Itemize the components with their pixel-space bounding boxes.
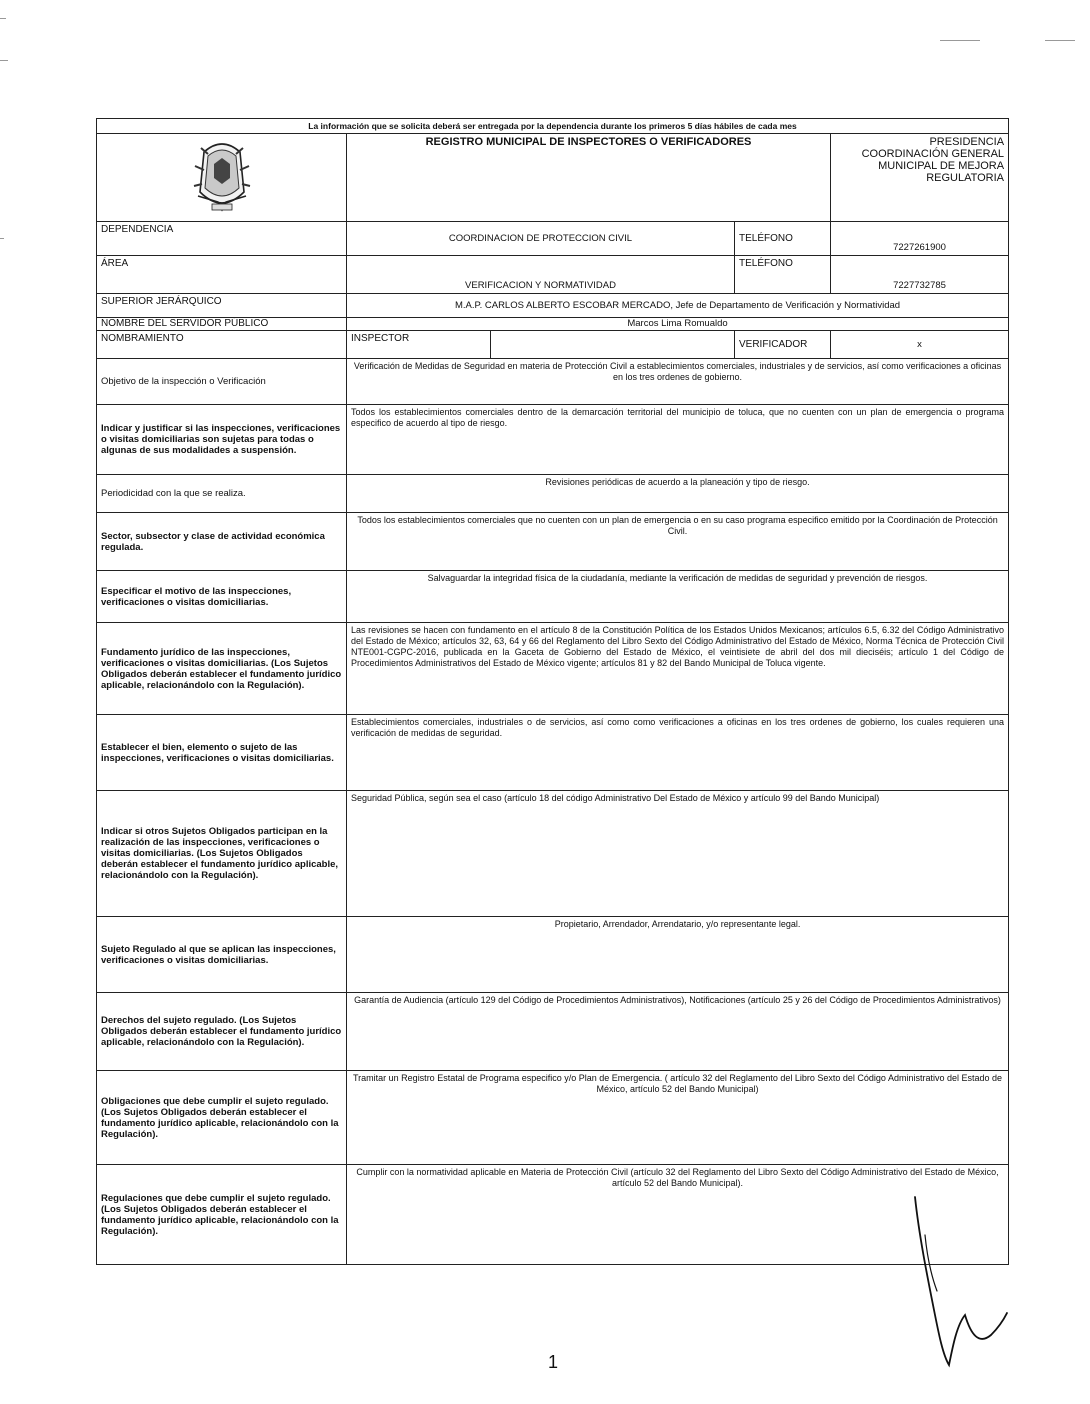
detail-label: Fundamento jurídico de las inspecciones, verificaciones o visitas domiciliarias. (Los Sujetos Obligados deberán establecer el fundamento jurídico aplicable, relacionándolo con la Regulación). <box>97 623 347 715</box>
telefono-label-2: TELÉFONO <box>735 256 831 294</box>
dependencia-row <box>97 222 1009 256</box>
inspector-value <box>491 331 735 359</box>
header-row <box>97 134 1009 222</box>
detail-label: Sujeto Regulado al que se aplican las inspecciones, verificaciones o visitas domiciliarias. <box>97 917 347 993</box>
nombramiento-label: NOMBRAMIENTO <box>97 331 347 359</box>
detail-row <box>97 571 1009 623</box>
scan-mark <box>0 60 8 61</box>
detail-label: Regulaciones que debe cumplir el sujeto regulado. (Los Sujetos Obligados deberán establecer el fundamento jurídico aplicable, relacionándolo con la Regulación). <box>97 1165 347 1265</box>
detail-label: Obligaciones que debe cumplir el sujeto regulado. (Los Sujetos Obligados deberán establecer el fundamento jurídico aplicable, relacionándolo con la Regulación). <box>97 1071 347 1165</box>
detail-row <box>97 715 1009 791</box>
dependencia-label: DEPENDENCIA <box>97 222 347 256</box>
logo-cell <box>97 134 347 222</box>
detail-value: Cumplir con la normatividad aplicable en Materia de Protección Civil (artículo 32 del Reglamento del Libro Sexto del Código Administrativo del Estado de México, artículo 52 del Bando Municipal). <box>347 1165 1009 1265</box>
org-name <box>831 134 1009 222</box>
detail-value: Salvaguardar la integridad física de la ciudadanía, mediante la verificación de medidas de seguridad y prevención de riesgos. <box>347 571 1009 623</box>
detail-label: Indicar si otros Sujetos Obligados participan en la realización de las inspecciones, verificaciones o visitas domiciliarias. (Los Sujetos Obligados deberán establecer el fundamento jurídico aplicable, relacionándolo con la Regulación). <box>97 791 347 917</box>
municipal-coat-of-arms-icon <box>188 136 256 214</box>
servidor-row <box>97 318 1009 331</box>
detail-label: Indicar y justificar si las inspecciones, verificaciones o visitas domiciliarias son sujetas para todas o algunas de sus modalidades a suspensión. <box>97 405 347 475</box>
area-label: ÁREA <box>97 256 347 294</box>
scan-mark <box>0 238 4 239</box>
inspector-label: INSPECTOR <box>347 331 491 359</box>
detail-value: Seguridad Pública, según sea el caso (artículo 18 del código Administrativo Del Estado de México y artículo 99 del Bando Municipal) <box>347 791 1009 917</box>
area-value: VERIFICACION Y NORMATIVIDAD <box>347 256 735 294</box>
detail-row <box>97 917 1009 993</box>
dependencia-value: COORDINACION DE PROTECCION CIVIL <box>347 222 735 256</box>
servidor-label: NOMBRE DEL SERVIDOR PÚBLICO <box>97 318 347 331</box>
inspector-registry-form <box>96 118 1009 1265</box>
detail-value: Propietario, Arrendador, Arrendatario, y/o representante legal. <box>347 917 1009 993</box>
detail-value: Verificación de Medidas de Seguridad en materia de Protección Civil a establecimientos comerciales, industriales y de servicios, así como verificaciones a oficinas en los tres ordenes de gobierno. <box>347 359 1009 405</box>
detail-row <box>97 475 1009 513</box>
org-line: REGULATORIA <box>926 172 1005 184</box>
scan-mark <box>1045 40 1075 41</box>
superior-row <box>97 294 1009 318</box>
detail-row <box>97 993 1009 1071</box>
telefono-value-1: 7227261900 <box>831 222 1009 256</box>
submission-notice: La información que se solicita deberá ser entregada por la dependencia durante los primeros 5 días hábiles de cada mes <box>97 119 1009 134</box>
nombramiento-row <box>97 331 1009 359</box>
notice-row <box>97 119 1009 134</box>
detail-row <box>97 1071 1009 1165</box>
detail-row <box>97 405 1009 475</box>
superior-label: SUPERIOR JERÁRQUICO <box>97 294 347 318</box>
detail-value: Tramitar un Registro Estatal de Programa especifico y/o Plan de Emergencia. ( artículo 32 del Reglamento del Libro Sexto del Código Administrativo del Estado de México, artículo 52 del Bando Municipal) <box>347 1071 1009 1165</box>
detail-label: Establecer el bien, elemento o sujeto de las inspecciones, verificaciones o visitas domiciliarias. <box>97 715 347 791</box>
detail-row <box>97 791 1009 917</box>
superior-value: M.A.P. CARLOS ALBERTO ESCOBAR MERCADO, Jefe de Departamento de Verificación y Normatividad <box>347 294 1009 318</box>
form-title: REGISTRO MUNICIPAL DE INSPECTORES O VERIFICADORES <box>347 134 831 222</box>
page-number: 1 <box>548 1352 559 1372</box>
handwritten-signature <box>905 1195 1015 1375</box>
detail-value: Revisiones periódicas de acuerdo a la planeación y tipo de riesgo. <box>347 475 1009 513</box>
detail-value: Todos los establecimientos comerciales que no cuenten con un plan de emergencia o en su caso programa especifico emitido por la Coordinación de Protección Civil. <box>347 513 1009 571</box>
detail-label: Objetivo de la inspección o Verificación <box>97 359 347 405</box>
telefono-label-1: TELÉFONO <box>735 222 831 256</box>
servidor-value: Marcos Lima Romualdo <box>347 318 1009 331</box>
detail-label: Especificar el motivo de las inspecciones, verificaciones o visitas domiciliarias. <box>97 571 347 623</box>
org-line: COORDINACIÓN GENERAL <box>861 148 1005 160</box>
telefono-value-2: 7227732785 <box>831 256 1009 294</box>
scan-mark <box>940 40 980 41</box>
detail-value: Establecimientos comerciales, industriales o de servicios, así como como verificaciones a oficinas en los tres ordenes de gobierno, los cuales requieren una verificación de medidas de seguridad. <box>347 715 1009 791</box>
detail-value: Todos los establecimientos comerciales dentro de la demarcación territorial del municipio de toluca, que no cuenten con un plan de emergencia o programa especifico de acuerdo al tipo de riesgo. <box>347 405 1009 475</box>
verificador-label: VERIFICADOR <box>735 331 831 359</box>
org-line: PRESIDENCIA <box>929 136 1005 148</box>
detail-label: Periodicidad con la que se realiza. <box>97 475 347 513</box>
detail-label: Derechos del sujeto regulado. (Los Sujetos Obligados deberán establecer el fundamento jurídico aplicable, relacionándolo con la Regulación). <box>97 993 347 1071</box>
detail-row <box>97 359 1009 405</box>
detail-value: Las revisiones se hacen con fundamento en el artículo 8 de la Constitución Política de los Estados Unidos Mexicanos; artículos 6.5, 6.32 del Código Administrativo del Estado de México; artículos 32, 63, 64 y 66 del Reglamento del Libro Sexto del Código Administrativo del Estado de México, Norma Técnica de Protección Civil NTE001-CGPC-2016, publicada en la Gaceta de Gobierno del Estado de México, el veintisiete de abril del dos mil dieciséis; artículo 1 del Código de Procedimientos Administrativos del Estado de México vigente; artículos 81 y 82 del Bando Municipal de Toluca vigente. <box>347 623 1009 715</box>
detail-row <box>97 623 1009 715</box>
scan-mark <box>0 18 6 19</box>
area-row <box>97 256 1009 294</box>
detail-value: Garantía de Audiencia (artículo 129 del Código de Procedimientos Administrativos), Notificaciones (artículo 25 y 26 del Código de Procedimientos Administrativos) <box>347 993 1009 1071</box>
org-line: MUNICIPAL DE MEJORA <box>878 160 1005 172</box>
verificador-value: x <box>831 331 1009 359</box>
detail-row <box>97 1165 1009 1265</box>
detail-row <box>97 513 1009 571</box>
detail-label: Sector, subsector y clase de actividad económica regulada. <box>97 513 347 571</box>
